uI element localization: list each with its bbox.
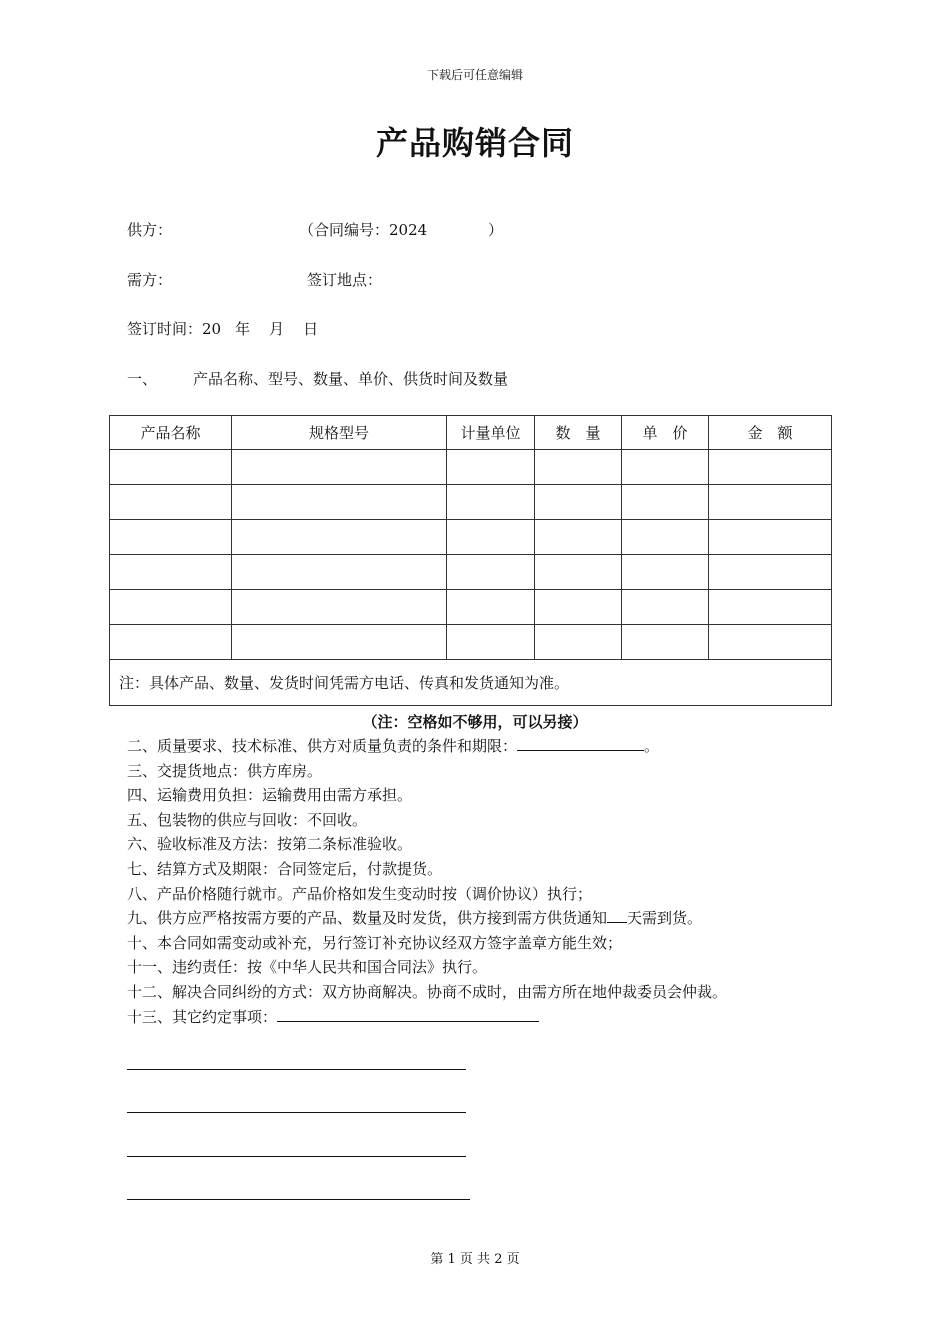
table-cell[interactable] xyxy=(110,625,232,660)
page-footer xyxy=(0,1248,950,1267)
footer-total-pages: 2 xyxy=(494,1252,503,1267)
table-cell[interactable] xyxy=(535,520,622,555)
table-hint: （注：空格如不够用，可以另接） xyxy=(362,713,588,731)
clause-5: 五、包装物的供应与回收：不回收。 xyxy=(127,810,368,829)
table-cell[interactable] xyxy=(447,555,535,590)
supplier-label: 供方： xyxy=(127,221,173,239)
col-header-quantity: 数 量 xyxy=(535,416,622,450)
table-cell[interactable] xyxy=(535,590,622,625)
contract-clauses xyxy=(127,734,727,1029)
table-cell[interactable] xyxy=(447,450,535,485)
blank-line[interactable] xyxy=(127,1069,466,1070)
table-row xyxy=(110,520,832,555)
sign-time xyxy=(127,318,318,339)
table-cell[interactable] xyxy=(709,485,832,520)
table-cell[interactable] xyxy=(447,520,535,555)
contract-number-value: 2024 xyxy=(389,221,428,239)
blank-line[interactable] xyxy=(127,1112,466,1113)
table-cell[interactable] xyxy=(232,590,447,625)
product-table-header-row xyxy=(110,416,832,450)
section-1-title: 产品名称、型号、数量、单价、供货时间及数量 xyxy=(193,370,509,388)
col-header-product-name: 产品名称 xyxy=(110,416,232,450)
clause-13-text: 十三、其它约定事项： xyxy=(127,1007,278,1026)
table-cell[interactable] xyxy=(535,450,622,485)
table-cell[interactable] xyxy=(232,625,447,660)
clause-7: 七、结算方式及期限：合同签定后，付款提货。 xyxy=(127,859,443,878)
clause-9-end: 天需到货。 xyxy=(627,909,703,928)
table-row xyxy=(110,555,832,590)
clause-9-text: 九、供方应严格按需方要的产品、数量及时发货，供方接到需方供货通知 xyxy=(127,909,608,928)
table-cell[interactable] xyxy=(622,555,709,590)
table-cell[interactable] xyxy=(622,590,709,625)
table-cell[interactable] xyxy=(110,555,232,590)
clause-11: 十一、违约责任：按《中华人民共和国合同法》执行。 xyxy=(127,958,488,977)
footer-page-number: 1 xyxy=(447,1252,456,1267)
table-cell[interactable] xyxy=(447,625,535,660)
table-cell[interactable] xyxy=(110,520,232,555)
table-cell[interactable] xyxy=(622,520,709,555)
table-cell[interactable] xyxy=(622,485,709,520)
table-cell[interactable] xyxy=(110,485,232,520)
table-cell[interactable] xyxy=(232,485,447,520)
footer-middle: 页 共 xyxy=(459,1252,491,1267)
footer-prefix: 第 xyxy=(430,1252,444,1267)
clause-2-end: 。 xyxy=(644,737,660,755)
clause-9 xyxy=(127,906,727,931)
clause-12: 十二、解决合同纠纷的方式：双方协商解决。协商不成时，由需方所在地仲裁委员会仲裁。 xyxy=(127,982,728,1001)
table-cell[interactable] xyxy=(709,520,832,555)
buyer-label: 需方： xyxy=(127,271,173,289)
contract-number-close: ） xyxy=(488,221,504,239)
clause-13 xyxy=(127,1005,727,1030)
clause-13-blank[interactable] xyxy=(277,1005,539,1022)
table-row xyxy=(110,625,832,660)
sign-time-label: 签订时间： xyxy=(127,320,203,338)
table-cell[interactable] xyxy=(622,625,709,660)
blank-line[interactable] xyxy=(127,1156,466,1157)
sign-time-month: 月 xyxy=(269,320,285,338)
clause-2 xyxy=(127,734,727,759)
table-cell[interactable] xyxy=(232,520,447,555)
header-note: 下载后可任意编辑 xyxy=(426,68,523,82)
table-cell[interactable] xyxy=(232,450,447,485)
clause-4: 四、运输费用负担：运输费用由需方承担。 xyxy=(127,786,413,805)
clause-6: 六、验收标准及方法：按第二条标准验收。 xyxy=(127,835,413,854)
table-cell[interactable] xyxy=(709,555,832,590)
col-header-spec-model: 规格型号 xyxy=(232,416,447,450)
table-cell[interactable] xyxy=(535,485,622,520)
col-header-unit: 计量单位 xyxy=(447,416,535,450)
table-cell[interactable] xyxy=(709,590,832,625)
clause-3: 三、交提货地点：供方库房。 xyxy=(127,761,323,780)
clause-9-blank[interactable] xyxy=(607,906,627,923)
blank-line[interactable] xyxy=(127,1199,470,1200)
clause-2-text: 二、质量要求、技术标准、供方对质量负责的条件和期限： xyxy=(127,737,518,755)
clause-2-blank[interactable] xyxy=(517,734,644,751)
table-cell[interactable] xyxy=(709,450,832,485)
product-table xyxy=(109,415,832,706)
col-header-amount: 金 额 xyxy=(709,416,832,450)
col-header-unit-price: 单 价 xyxy=(622,416,709,450)
section-1-number: 一、 xyxy=(127,370,158,388)
table-cell[interactable] xyxy=(110,450,232,485)
contract-number-open: （合同编号： xyxy=(299,221,390,239)
section-1-heading xyxy=(127,368,508,389)
table-row xyxy=(110,450,832,485)
contract-number xyxy=(299,219,427,240)
table-note-row xyxy=(110,660,832,706)
table-cell[interactable] xyxy=(622,450,709,485)
contract-title: 产品购销合同 xyxy=(375,124,574,162)
table-cell[interactable] xyxy=(447,485,535,520)
footer-suffix: 页 xyxy=(506,1252,520,1267)
table-cell[interactable] xyxy=(535,555,622,590)
table-cell[interactable] xyxy=(110,590,232,625)
clause-8: 八、产品价格随行就市。产品价格如发生变动时按（调价协议）执行； xyxy=(127,884,593,903)
clause-10: 十、本合同如需变动或补充，另行签订补充协议经双方签字盖章方能生效； xyxy=(127,933,623,952)
table-cell[interactable] xyxy=(447,590,535,625)
table-cell[interactable] xyxy=(709,625,832,660)
sign-time-year: 年 xyxy=(235,320,251,338)
table-row xyxy=(110,485,832,520)
sign-place-label: 签订地点： xyxy=(307,271,383,289)
sign-time-year-prefix: 20 xyxy=(202,320,222,338)
table-cell[interactable] xyxy=(232,555,447,590)
sign-time-day: 日 xyxy=(303,320,319,338)
table-row xyxy=(110,590,832,625)
table-note: 注：具体产品、数量、发货时间凭需方电话、传真和发货通知为准。 xyxy=(110,660,832,706)
table-cell[interactable] xyxy=(535,625,622,660)
